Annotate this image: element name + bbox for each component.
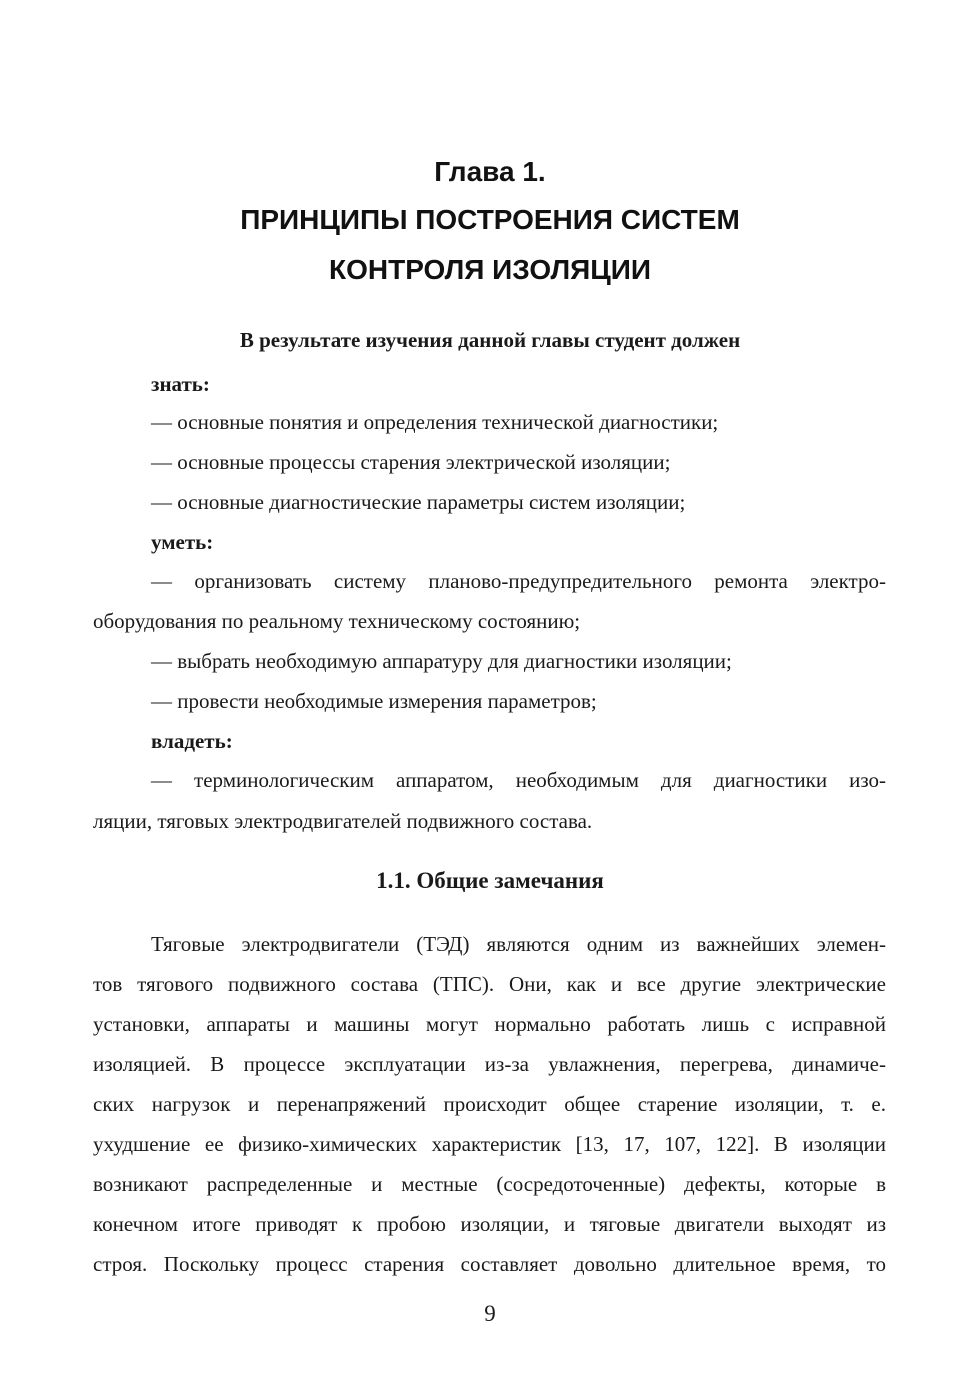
know-label: знать: (151, 372, 210, 396)
can-item-1-line-1: — организовать систему планово-предупредительного ремонта электро- (151, 569, 886, 593)
body-line: возникают распределенные и местные (сосредоточенные) дефекты, которые в (93, 1172, 886, 1196)
can-item-3: — провести необходимые измерения параметров; (151, 689, 597, 713)
body-line: строя. Поскольку процесс старения составляет довольно длительное время, то (93, 1252, 886, 1276)
can-item-2: — выбрать необходимую аппаратуру для диагностики изоляции; (151, 649, 732, 673)
body-line: ухудшение ее физико-химических характеристик [13, 17, 107, 122]. В изоляции (93, 1132, 886, 1156)
chapter-title-line-1: ПРИНЦИПЫ ПОСТРОЕНИЯ СИСТЕМ (240, 204, 740, 235)
body-line: изоляцией. В процессе эксплуатации из-за увлажнения, перегрева, динамиче- (93, 1052, 886, 1076)
chapter-label: Глава 1. (434, 156, 546, 187)
can-item-1-line-2: оборудования по реальному техническому состоянию; (93, 609, 581, 633)
body-line: ских нагрузок и перенапряжений происходит общее старение изоляции, т. е. (93, 1092, 886, 1116)
body-line: Тяговые электродвигатели (ТЭД) являются одним из важнейших элемен- (151, 932, 886, 956)
can-label: уметь: (151, 530, 214, 554)
know-item: — основные процессы старения электрической изоляции; (151, 450, 671, 474)
section-title: 1.1. Общие замечания (376, 868, 604, 893)
body-line: тов тягового подвижного состава (ТПС). Они, как и все другие электрические (93, 972, 886, 996)
page-number: 9 (484, 1301, 496, 1326)
own-label: владеть: (151, 729, 233, 753)
chapter-title-line-2: КОНТРОЛЯ ИЗОЛЯЦИИ (329, 254, 651, 285)
know-item: — основные понятия и определения технической диагностики; (151, 410, 719, 434)
body-line: конечном итоге приводят к пробою изоляции, и тяговые двигатели выходят из (93, 1212, 886, 1236)
own-item-1-line-2: ляции, тяговых электродвигателей подвижного состава. (93, 809, 593, 833)
objectives-intro: В результате изучения данной главы студент должен (239, 328, 741, 352)
own-item-1-line-1: — терминологическим аппаратом, необходимым для диагностики изо- (151, 768, 886, 792)
body-line: установки, аппараты и машины могут нормально работать лишь с исправной (93, 1012, 886, 1036)
know-item: — основные диагностические параметры систем изоляции; (151, 490, 686, 514)
